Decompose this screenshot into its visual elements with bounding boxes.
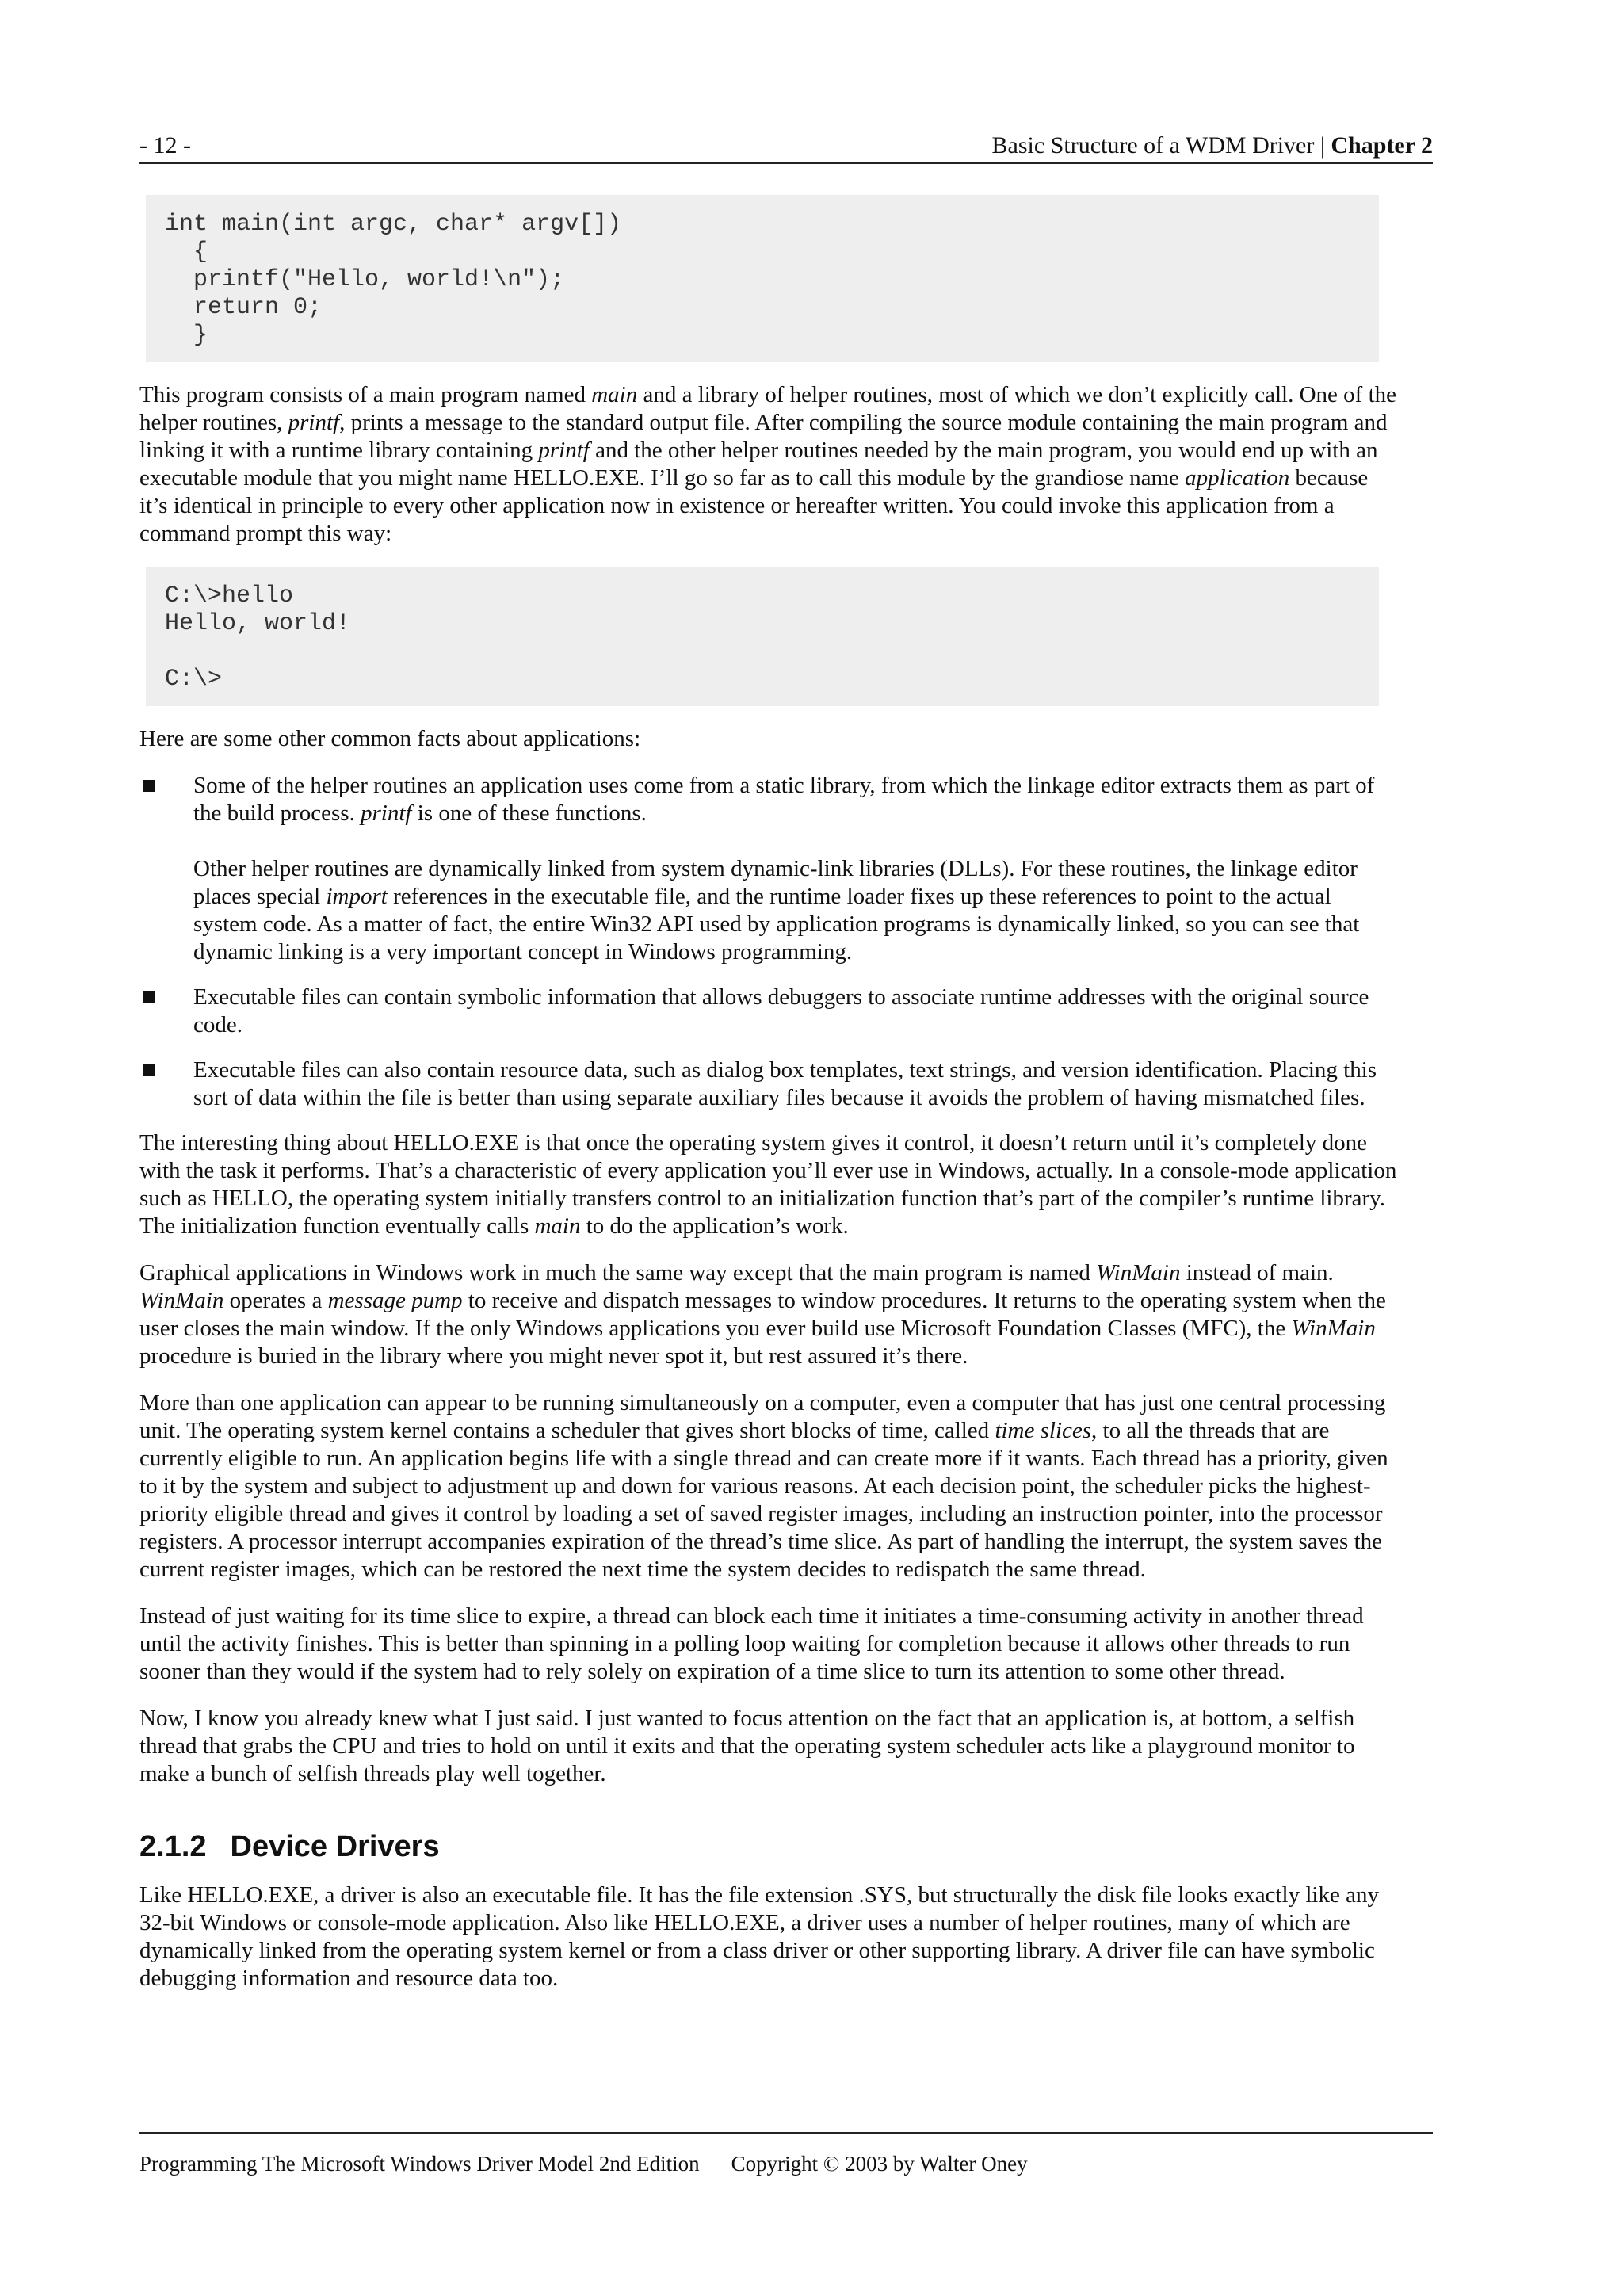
section-title: Device Drivers (230, 1830, 440, 1863)
text-run: This program consists of a main program named (139, 382, 592, 407)
text-run: , prints a message to the standard output file. After compiling the source module containing the main program and linking it with a runtime library containing (139, 410, 1388, 463)
page-footer (139, 2132, 1433, 2177)
page-number: - 12 - (139, 132, 191, 159)
emphasis-import: import (326, 884, 388, 909)
emphasis-printf: printf (288, 410, 340, 435)
section-heading (139, 1829, 1400, 1864)
document-page (139, 0, 1433, 2296)
list-item-symbolic-info (139, 984, 1400, 1039)
running-title (992, 130, 1433, 162)
text-run: and the other helper routines needed by the main program, you would end up with an executable module that you might name HELLO.EXE. I’ll go so far as to call this module by the grandiose name (139, 437, 1378, 491)
paragraph-selfish-thread: Now, I know you already knew what I just said. I just wanted to focus attention on the fact that an application is, at bottom, a selfish thread that grabs the CPU and tries to hold on until it exits and that the operating system scheduler acts like a playground monitor to make a bunch of selfish threads play well together. (139, 1706, 1355, 1786)
bullet-text: Executable files can contain symbolic information that allows debuggers to associate runtime addresses with the original source code. (193, 984, 1369, 1037)
text-run: procedure is buried in the library where you might never spot it, but rest assured it’s there. (139, 1343, 968, 1369)
paragraph-facts-intro: Here are some other common facts about applications: (139, 726, 641, 751)
text-run: references in the executable file, and the runtime loader fixes up these references to point to the actual system code. As a matter of fact, the entire Win32 API used by application programs is dynamically linked, so you can see that dynamic linking is a very important concept in Windows programming. (193, 884, 1360, 965)
text-run: Other helper routines are dynamically linked from system dynamic-link libraries (DLLs). For these routines, the linkage editor places special (193, 856, 1358, 909)
bullet-subparagraph (193, 855, 1400, 966)
text-run: The interesting thing about HELLO.EXE is that once the operating system gives it control, it doesn’t return until it’s completely done with the task it performs. That’s a characteristic of every application you’ll ever use in Windows, actually. In a console-mode application such as HELLO, the operating system initially transfers control to an initialization function that’s part of the compiler’s runtime library. The initialization function eventually calls (139, 1130, 1397, 1239)
main-content (139, 195, 1400, 2011)
paragraph-hello-control (139, 1129, 1400, 1240)
text-run: instead of main. (1180, 1260, 1334, 1286)
square-bullet-icon (143, 1064, 155, 1076)
text-run: to do the application’s work. (580, 1213, 849, 1239)
emphasis-winmain: WinMain (1096, 1260, 1181, 1286)
text-run: More than one application can appear to be running simultaneously on a computer, even a computer that has just one central processing unit. The operating system kernel contains a scheduler that gives short blocks of time, called (139, 1390, 1386, 1443)
text-run: because it’s identical in principle to every other application now in existence or hereafter written. You could invoke this application from a command prompt this way: (139, 465, 1369, 546)
paragraph-graphical-apps (139, 1259, 1400, 1370)
chapter-label: Chapter 2 (1331, 132, 1433, 159)
text-run: is one of these functions. (411, 800, 647, 826)
text-run: to receive and dispatch messages to window procedures. It returns to the operating system when the user closes the main window. If the only Windows applications you ever build use Microsoft Foundation Classes (MFC), the (139, 1288, 1386, 1341)
paragraph-device-drivers: Like HELLO.EXE, a driver is also an executable file. It has the file extension .SYS, but structurally the disk file looks exactly like any 32-bit Windows or console-mode application. Also like HELLO.EXE, a driver uses a number of helper routines, many of which are dynamically linked from the operating system kernel or from a class driver or other supporting library. A driver file can have symbolic debugging information and resource data too. (139, 1882, 1379, 1991)
text-run: and a library of helper routines, most of which we don’t explicitly call. One of the helper routines, (139, 382, 1397, 435)
square-bullet-icon (143, 780, 155, 792)
paragraph-hello-program (139, 381, 1400, 548)
section-number: 2.1.2 (139, 1830, 207, 1863)
paragraph-thread-blocking: Instead of just waiting for its time slice to expire, a thread can block each time it initiates a time-consuming activity in another thread until the activity finishes. This is better than spinning in a polling loop waiting for completion because it allows other threads to run sooner than they would if the system had to rely solely on expiration of a time slice to turn its attention to some other thread. (139, 1603, 1364, 1684)
bullet-text (193, 772, 1400, 827)
running-title-text: Basic Structure of a WDM Driver | (991, 132, 1331, 159)
emphasis-winmain: WinMain (1291, 1316, 1376, 1341)
page-header (139, 130, 1433, 164)
code-block-console-session: C:\>hello Hello, world! C:\> (146, 567, 1379, 706)
text-run: operates a (223, 1288, 328, 1313)
emphasis-message-pump: message pump (327, 1288, 463, 1313)
emphasis-main: main (591, 382, 638, 407)
emphasis-winmain: WinMain (139, 1288, 224, 1313)
facts-list (139, 772, 1400, 1112)
paragraph-scheduler (139, 1389, 1400, 1584)
square-bullet-icon (143, 991, 155, 1003)
footer-copyright: Copyright © 2003 by Walter Oney (731, 2152, 1028, 2176)
text-run: Graphical applications in Windows work in much the same way except that the main program is named (139, 1260, 1097, 1286)
list-item-static-library (139, 772, 1400, 966)
emphasis-printf: printf (361, 800, 412, 826)
emphasis-printf: printf (538, 437, 590, 463)
code-block-main-program: int main(int argc, char* argv[]) { printf("Hello, world!\n"); return 0; } (146, 195, 1379, 362)
text-run: , to all the threads that are currently eligible to run. An application begins life with a single thread and can create more if it wants. Each thread has a priority, given to it by the system and subject to adjustment up and down for various reasons. At each decision point, the scheduler picks the highest-priority eligible thread and gives it control by loading a set of saved register images, including an instruction pointer, into the processor registers. A processor interrupt accompanies expiration of the thread’s time slice. As part of handling the interrupt, the system saves the current register images, which can be restored the next time the system decides to redispatch the same thread. (139, 1418, 1388, 1582)
list-item-resource-data (139, 1056, 1400, 1112)
emphasis-time-slices: time slices (995, 1418, 1092, 1443)
bullet-text: Executable files can also contain resource data, such as dialog box templates, text strings, and version identification. Placing this sort of data within the file is better than using separate auxiliary files because it avoids the problem of having mismatched files. (193, 1057, 1377, 1110)
emphasis-application: application (1185, 465, 1290, 491)
text-run: Some of the helper routines an application uses come from a static library, from which the linkage editor extracts them as part of the build process. (193, 773, 1375, 826)
emphasis-main: main (534, 1213, 581, 1239)
footer-book-title: Programming The Microsoft Windows Driver Model 2nd Edition (139, 2152, 700, 2176)
